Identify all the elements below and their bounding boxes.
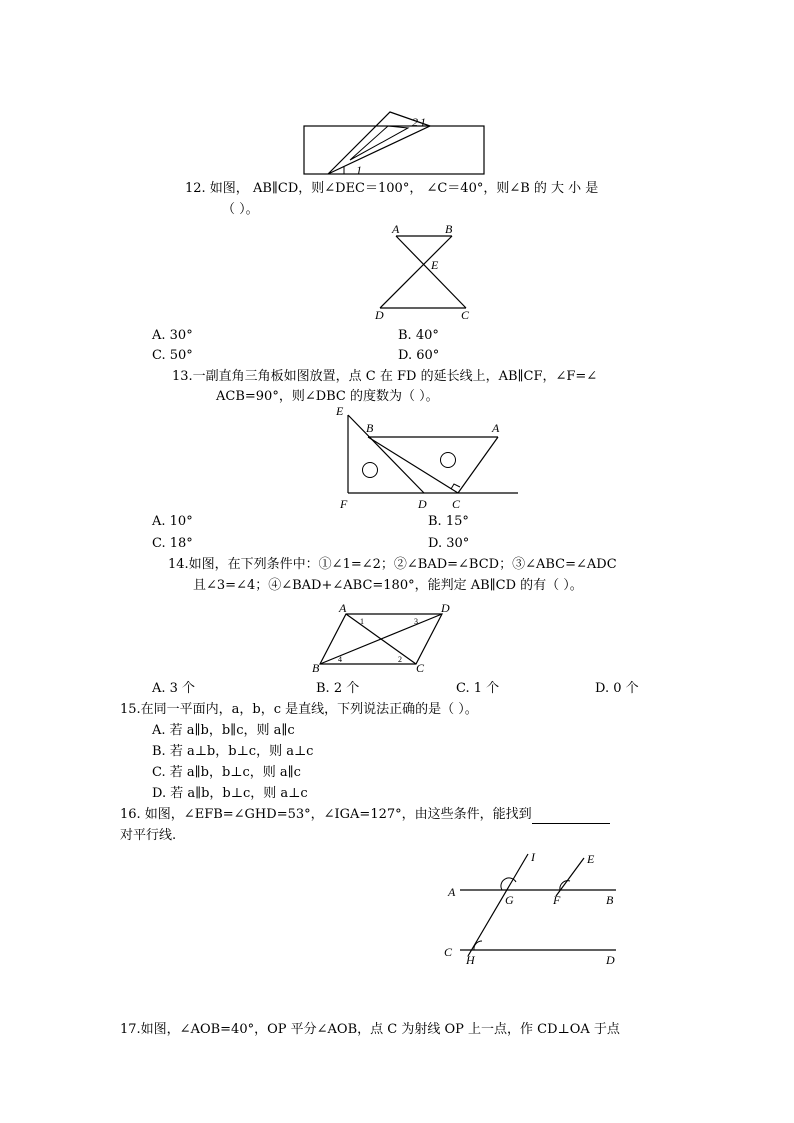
q15-option-b: B. 若 a⊥b，b⊥c，则 a⊥c <box>152 744 314 759</box>
q14-stem-line1: 14.如图，在下列条件中：①∠1=∠2；②∠BAD=∠BCD；③∠ABC=∠ADC <box>168 557 617 572</box>
label-C: C <box>461 308 470 322</box>
angle-4: 4 <box>338 655 342 664</box>
q15-stem: 15.在同一平面内，a，b，c 是直线，下列说法正确的是（ ）。 <box>120 702 478 717</box>
label-C: C <box>444 945 453 959</box>
angle-label-1b: 1 <box>356 163 362 177</box>
q12-option-b: B. 40° <box>398 328 439 343</box>
label-B: B <box>366 421 374 435</box>
angle-label-2: 2 <box>412 115 418 129</box>
q17-stem: 17.如图，∠AOB=40°，OP 平分∠AOB，点 C 为射线 OP 上一点，作 CD⊥OA 于点 <box>120 1022 620 1037</box>
q12-option-d: D. 60° <box>398 348 440 363</box>
label-D: D <box>375 308 384 322</box>
figure-q14 <box>310 600 460 678</box>
q13-option-b: B. 15° <box>428 514 469 529</box>
q12-option-a: A. 30° <box>152 328 193 343</box>
angle-3: 3 <box>414 617 418 626</box>
figure-q13 <box>334 405 524 513</box>
label-F: F <box>553 893 561 907</box>
q13-option-a: A. 10° <box>152 514 193 529</box>
q12-stem-line1: 12. 如图， AB∥CD，则∠DEC＝100°， ∠C＝40°，则∠B 的 大 小 是 <box>185 181 599 196</box>
figure-q12 <box>372 222 477 322</box>
q15-option-a: A. 若 a∥b，b∥c，则 a∥c <box>152 723 295 738</box>
label-F: F <box>340 497 348 511</box>
label-E: E <box>431 258 439 272</box>
label-H: H <box>466 953 475 967</box>
q12-option-c: C. 50° <box>152 348 193 363</box>
figure-q16 <box>440 848 630 966</box>
q13-stem-line2: ACB=90°，则∠DBC 的度数为（ ）。 <box>216 389 439 404</box>
q14-option-d: D. 0 个 <box>595 681 639 696</box>
label-B: B <box>606 893 614 907</box>
q14-option-c: C. 1 个 <box>456 681 500 696</box>
q13-stem-line1: 13.一副直角三角板如图放置，点 C 在 FD 的延长线上，AB∥CF，∠F=∠ <box>172 369 598 384</box>
q15-option-d: D. 若 a∥b，b⊥c，则 a⊥c <box>152 786 308 801</box>
q14-stem-line2: 且∠3=∠4；④∠BAD+∠ABC=180°，能判定 AB∥CD 的有（ ）。 <box>193 578 583 593</box>
q15-option-c: C. 若 a∥b，b⊥c，则 a∥c <box>152 765 301 780</box>
label-B: B <box>445 222 453 236</box>
label-C: C <box>452 497 461 511</box>
label-A: A <box>448 885 456 899</box>
angle-1: 1 <box>360 617 364 626</box>
angle-2: 2 <box>398 655 402 664</box>
label-A: A <box>392 222 400 236</box>
label-A: A <box>492 421 500 435</box>
label-D: D <box>441 601 450 615</box>
label-B: B <box>312 661 320 675</box>
q16-stem-text: 16. 如图，∠EFB=∠GHD=53°，∠IGA=127°，由这些条件，能找到 <box>120 807 532 822</box>
q16-stem-line1 <box>120 806 610 824</box>
angle-label-1: 1 <box>420 115 426 129</box>
q13-option-c: C. 18° <box>152 536 193 551</box>
figure-ruler-triangle <box>300 115 490 180</box>
label-E: E <box>587 852 595 866</box>
label-D: D <box>606 953 615 967</box>
q14-option-a: A. 3 个 <box>152 681 196 696</box>
label-D: D <box>418 497 427 511</box>
ruler <box>304 126 484 174</box>
label-I: I <box>531 850 535 864</box>
q12-stem-line2: （ ）。 <box>222 202 259 217</box>
label-A: A <box>339 601 347 615</box>
q13-option-d: D. 30° <box>428 536 470 551</box>
q16-stem-line2: 对平行线. <box>120 828 177 843</box>
label-C: C <box>416 661 425 675</box>
label-G: G <box>505 893 514 907</box>
q14-option-b: B. 2 个 <box>316 681 360 696</box>
label-E: E <box>336 404 344 418</box>
answer-blank <box>532 809 610 824</box>
